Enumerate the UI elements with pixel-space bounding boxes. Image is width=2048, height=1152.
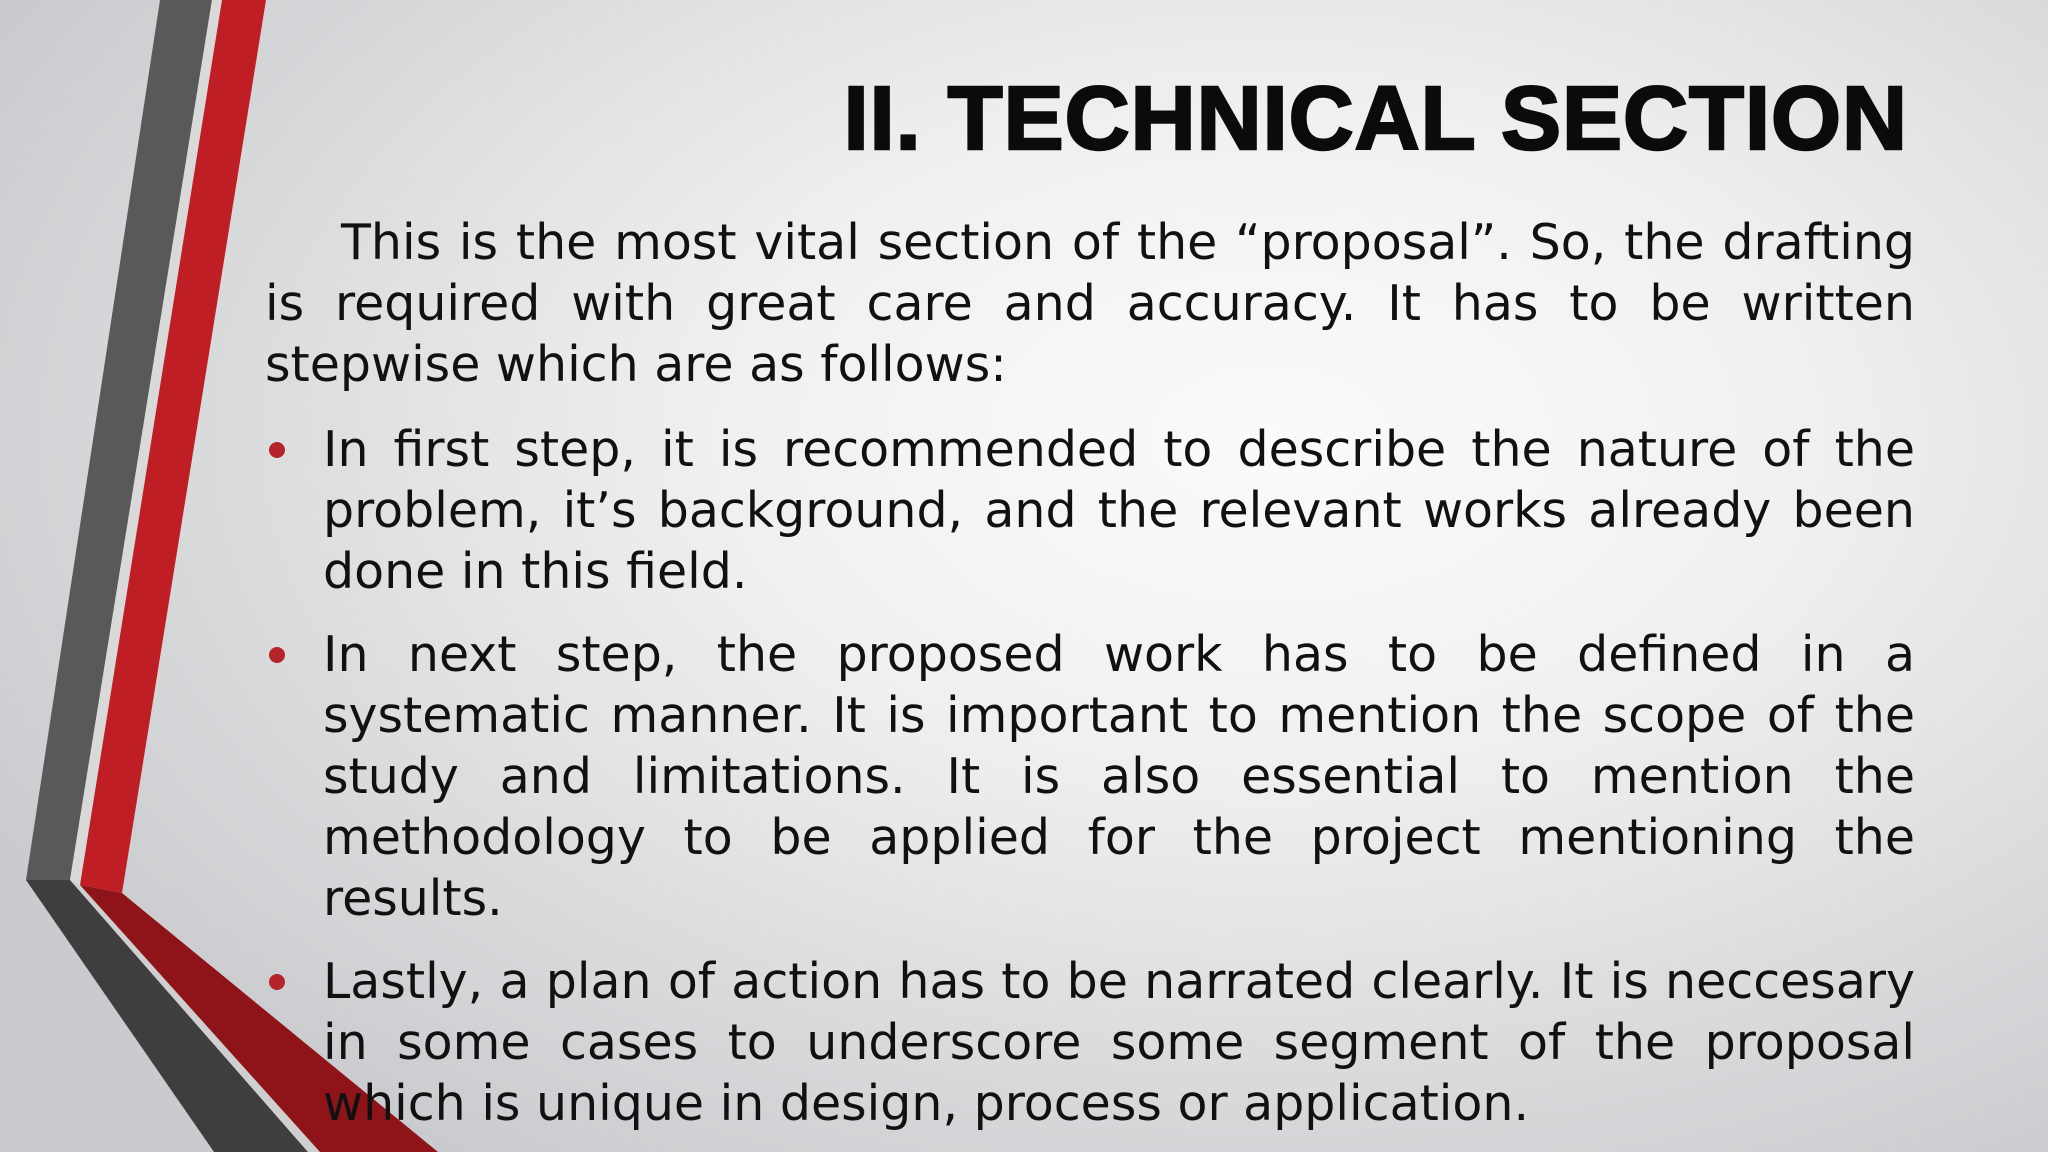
bullet-list (265, 419, 1915, 1134)
bullet-item (265, 419, 1915, 602)
bullet-item (265, 624, 1915, 929)
bullet-dot-icon (269, 647, 285, 663)
slide-title: II. TECHNICAL SECTION (843, 69, 1908, 169)
bullet-dot-icon (269, 442, 285, 458)
bullet-text: In next step, the proposed work has to be defined in a systematic manner. It is important to mention the scope of the study and limitations. It is also essential to mention the methodology to be applied for the project mentioning the results. (323, 626, 1915, 927)
bullet-item (265, 951, 1915, 1134)
intro-paragraph: This is the most vital section of the “proposal”. So, the drafting is required with great care and accuracy. It has to be written stepwise which are as follows: (265, 214, 1915, 393)
slide-body (265, 212, 1915, 1152)
bullet-text: Lastly, a plan of action has to be narrated clearly. It is neccesary in some cases to underscore some segment of the proposal which is unique in design, process or application. (323, 953, 1915, 1132)
bullet-dot-icon (269, 974, 285, 990)
bullet-text: In first step, it is recommended to describe the nature of the problem, it’s background, and the relevant works already been done in this field. (323, 421, 1915, 600)
